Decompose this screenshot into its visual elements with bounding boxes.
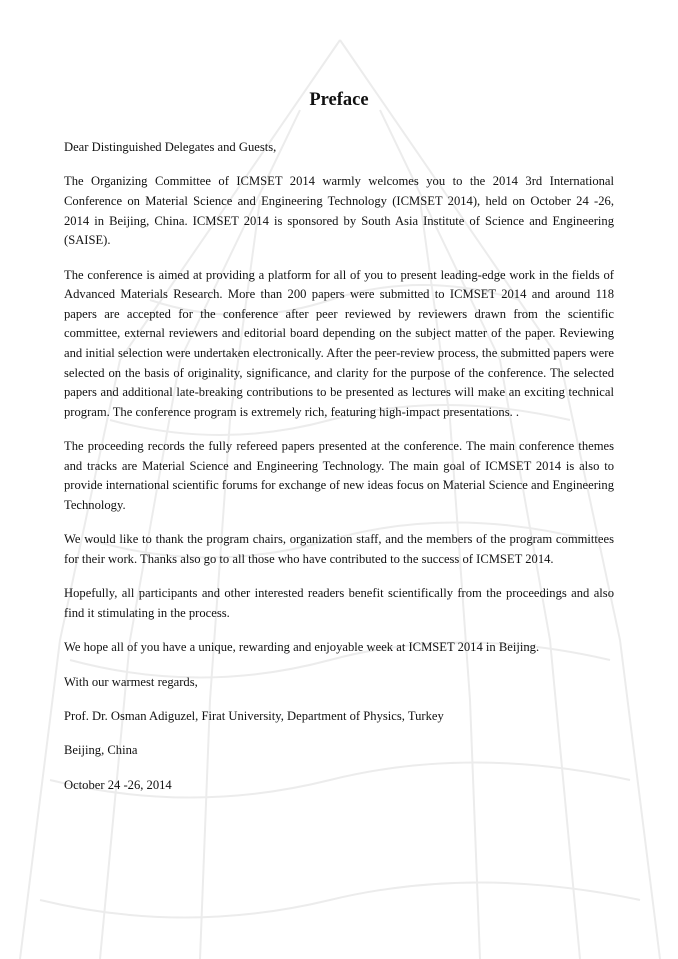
location: Beijing, China	[64, 743, 138, 758]
paragraph-proceedings: The proceeding records the fully refereed papers presented at the conference. The main conference themes and tracks are Material Science and Engineering Technology. The main goal of ICMSET 2014 is also to provide international scientific forums for exchange of new ideas focus on Material Science and Engineering Technology.	[64, 439, 614, 512]
page-title: Preface	[309, 90, 369, 110]
closing: With our warmest regards,	[64, 674, 198, 689]
paragraph-aims: The conference is aimed at providing a platform for all of you to present leading-edge work in the fields of Advanced Materials Research. More than 200 papers were submitted to ICMSET 2014 and around 118 papers are accepted for the conference after peer reviewed by reviewers drawn from the scientific committee, external reviewers and editorial board depending on the subject matter of the paper. Reviewing and initial selection were undertaken electronically. After the peer-review process, the submitted papers were selected on the basis of originality, significance, and clarity for the purpose of the conference. The selected papers and additional late-breaking contributions to be presented as lectures will make an exciting technical program. The conference program is extremely rich, featuring high-impact presentations. .	[64, 267, 614, 419]
paragraph-thanks: We would like to thank the program chairs, organization staff, and the members of the program committees for their work. Thanks also go to all those who have contributed to the success of ICMSET 2014.	[64, 532, 614, 566]
signature: Prof. Dr. Osman Adiguzel, Firat University, Department of Physics, Turkey	[64, 709, 444, 724]
salutation: Dear Distinguished Delegates and Guests,	[64, 140, 277, 154]
preface-page	[64, 88, 614, 810]
paragraph-hope-benefit: Hopefully, all participants and other interested readers benefit scientifically from the proceedings and also find it stimulating in the process.	[64, 586, 614, 620]
paragraph-welcome: The Organizing Committee of ICMSET 2014 warmly welcomes you to the 2014 3rd International Conference on Material Science and Engineering Technology (ICMSET 2014), held on October 24 -26, 2014 in Beijing, China. ICMSET 2014 is sponsored by South Asia Institute of Science and Engineering (SAISE).	[64, 174, 614, 248]
paragraph-enjoyable-week: We hope all of you have a unique, rewarding and enjoyable week at ICMSET 2014 in Beijing.	[64, 640, 540, 655]
date: October 24 -26, 2014	[64, 777, 172, 792]
